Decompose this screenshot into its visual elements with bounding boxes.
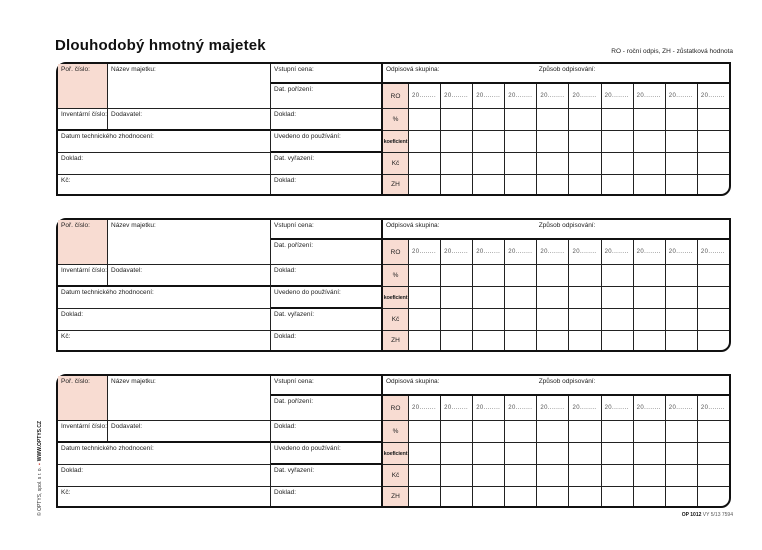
value-cell [409, 153, 441, 174]
value-cell [569, 487, 601, 506]
value-cell [634, 131, 666, 152]
value-cell [698, 487, 729, 506]
year-header-cell: 20........ [634, 84, 666, 108]
blocks-container [56, 62, 731, 508]
value-cell [698, 265, 729, 286]
depreciation-section [383, 376, 729, 506]
value-cell [602, 331, 634, 350]
year-header-cell: 20........ [569, 84, 601, 108]
document-field: Doklad: [58, 309, 270, 331]
value-cell [409, 443, 441, 464]
value-cell [505, 287, 537, 308]
value-cell [505, 421, 537, 442]
document-field: Doklad: [274, 333, 297, 340]
value-cell [473, 109, 505, 130]
value-cell [634, 109, 666, 130]
value-cell [666, 153, 698, 174]
value-cell [537, 109, 569, 130]
value-cell [537, 309, 569, 330]
value-cell [634, 287, 666, 308]
depreciation-header-row [383, 376, 729, 396]
value-cell [441, 265, 473, 286]
year-header-cell: 20........ [505, 240, 537, 264]
depreciation-grid-row [383, 487, 729, 506]
form-title: Dlouhodobý hmotný majetek [55, 37, 266, 54]
value-cell [473, 153, 505, 174]
inventory-number-field: Inventární číslo: [58, 265, 108, 285]
year-header-cell: 20........ [634, 240, 666, 264]
grid-row-label: % [383, 421, 409, 442]
value-cell [505, 153, 537, 174]
dates-section [271, 64, 383, 194]
depreciation-grid-row [383, 396, 729, 421]
publisher-website: WWW.OPTYS.CZ [37, 420, 43, 462]
asset-name-row [58, 220, 270, 265]
value-cell [409, 109, 441, 130]
year-header-cell: 20........ [441, 396, 473, 420]
value-cell [634, 443, 666, 464]
value-cell [505, 487, 537, 506]
value-cell [602, 265, 634, 286]
value-cell [666, 265, 698, 286]
value-cell [602, 287, 634, 308]
value-cell [569, 443, 601, 464]
value-cell [473, 487, 505, 506]
tech-improvement-date-field: Datum technického zhodnocení: [58, 131, 270, 153]
depreciation-section [383, 64, 729, 194]
depreciation-group-field: Odpisová skupina: [386, 222, 440, 229]
year-header-cell: 20........ [602, 396, 634, 420]
value-cell [473, 287, 505, 308]
value-cell [441, 175, 473, 194]
grid-row-label: koeficient [383, 287, 409, 308]
asset-name-field: Název majetku: [111, 378, 156, 385]
depreciation-method-field: Způsob odpisování: [538, 66, 596, 73]
grid-row-label: RO [383, 396, 409, 420]
asset-name-row [58, 376, 270, 421]
put-into-use-field: Uvedeno do používání: [271, 443, 381, 465]
item-number-field: Poř. číslo: [58, 220, 108, 264]
value-cell [409, 309, 441, 330]
depreciation-grid-row [383, 443, 729, 465]
value-cell [602, 131, 634, 152]
form-code: OP 1012 [681, 512, 702, 518]
depreciation-grid-row [383, 331, 729, 350]
value-cell [602, 443, 634, 464]
depreciation-grid-row [383, 84, 729, 109]
value-cell [505, 465, 537, 486]
year-header-cell: 20........ [700, 249, 725, 255]
value-cell [666, 287, 698, 308]
grid-row-label: ZH [383, 175, 409, 194]
value-cell [505, 331, 537, 350]
depreciation-grid [383, 84, 729, 194]
value-cell [666, 331, 698, 350]
value-cell [634, 331, 666, 350]
year-header-cell: 20........ [602, 84, 634, 108]
value-cell [409, 265, 441, 286]
grid-row-label: RO [383, 84, 409, 108]
depreciation-group-field: Odpisová skupina: [386, 66, 440, 73]
year-header-cell: 20........ [537, 396, 569, 420]
depreciation-header-row [383, 64, 729, 84]
value-cell [602, 421, 634, 442]
year-header-cell: 20........ [700, 93, 725, 99]
inventory-supplier-row [58, 421, 270, 443]
year-header-cell: 20........ [409, 84, 441, 108]
value-cell [602, 309, 634, 330]
year-header-cell: 20........ [666, 240, 698, 264]
value-cell [473, 331, 505, 350]
value-cell [505, 109, 537, 130]
value-cell [441, 443, 473, 464]
value-cell [666, 487, 698, 506]
asset-name-row [58, 64, 270, 109]
value-cell [698, 443, 729, 464]
value-cell [666, 131, 698, 152]
depreciation-grid-row [383, 240, 729, 265]
entry-price-field: Vstupní cena: [271, 376, 381, 396]
value-cell [634, 175, 666, 194]
acquisition-date-field: Dat. pořízení: [271, 396, 381, 421]
value-cell [569, 287, 601, 308]
grid-row-label: Kč [383, 309, 409, 330]
value-cell [537, 487, 569, 506]
depreciation-grid-row [383, 265, 729, 287]
value-cell [569, 331, 601, 350]
entry-price-field: Vstupní cena: [271, 64, 381, 84]
year-header-cell: 20........ [569, 396, 601, 420]
value-cell [537, 153, 569, 174]
acquisition-date-field: Dat. pořízení: [271, 84, 381, 109]
value-cell [634, 465, 666, 486]
value-cell [537, 421, 569, 442]
value-cell [666, 421, 698, 442]
abbreviation-legend: RO - roční odpis, ZH - zůstatková hodnota [611, 48, 733, 55]
value-cell [602, 465, 634, 486]
grid-row-label: koeficient [383, 131, 409, 152]
value-cell [698, 465, 729, 486]
grid-row-label: % [383, 109, 409, 130]
value-cell [505, 175, 537, 194]
year-header-cell: 20........ [537, 84, 569, 108]
amount-czk-field: Kč: [61, 333, 71, 340]
document-field: Doklad: [271, 265, 381, 287]
year-header-cell: 20........ [473, 84, 505, 108]
document-field: Doklad: [58, 153, 270, 175]
value-cell [409, 331, 441, 350]
asset-record-block [56, 218, 731, 352]
year-header-cell: 20........ [634, 396, 666, 420]
value-cell [634, 265, 666, 286]
year-header-cell: 20........ [666, 84, 698, 108]
value-cell [569, 421, 601, 442]
depreciation-header-row [383, 220, 729, 240]
value-cell [569, 175, 601, 194]
value-cell [473, 421, 505, 442]
inventory-supplier-row [58, 265, 270, 287]
value-cell [569, 465, 601, 486]
value-cell [569, 265, 601, 286]
value-cell [698, 175, 729, 194]
print-info: VY 5/13 7594 [702, 512, 733, 518]
document-field: Doklad: [271, 109, 381, 131]
depreciation-grid-row [383, 153, 729, 175]
value-cell [409, 175, 441, 194]
value-cell [698, 131, 729, 152]
value-cell [409, 287, 441, 308]
year-header-cell: 20........ [700, 405, 725, 411]
depreciation-grid-row [383, 421, 729, 443]
value-cell [473, 465, 505, 486]
value-cell [473, 131, 505, 152]
inventory-number-field: Inventární číslo: [58, 109, 108, 129]
grid-row-label: Kč [383, 153, 409, 174]
grid-row-label: ZH [383, 331, 409, 350]
document-field: Doklad: [274, 177, 297, 184]
year-header-cell: 20........ [505, 396, 537, 420]
value-cell [537, 131, 569, 152]
value-cell [537, 265, 569, 286]
depreciation-grid-row [383, 109, 729, 131]
value-cell [505, 443, 537, 464]
put-into-use-field: Uvedeno do používání: [271, 287, 381, 309]
value-cell [409, 131, 441, 152]
value-cell [602, 109, 634, 130]
value-cell [441, 331, 473, 350]
amount-czk-field: Kč: [61, 177, 71, 184]
value-cell [666, 443, 698, 464]
value-cell [409, 487, 441, 506]
supplier-field: Dodavatel: [111, 423, 143, 430]
value-cell [537, 331, 569, 350]
value-cell [634, 153, 666, 174]
value-cell [569, 153, 601, 174]
value-cell [602, 175, 634, 194]
document-field: Doklad: [271, 421, 381, 443]
supplier-field: Dodavatel: [111, 111, 143, 118]
year-header-cell: 20........ [666, 396, 698, 420]
depreciation-section [383, 220, 729, 350]
year-header-cell: 20........ [537, 240, 569, 264]
put-into-use-field: Uvedeno do používání: [271, 131, 381, 153]
value-cell [409, 421, 441, 442]
depreciation-grid-row [383, 175, 729, 194]
value-cell [666, 465, 698, 486]
depreciation-grid [383, 240, 729, 350]
red-square-separator: ▪ [37, 463, 43, 466]
tech-improvement-date-field: Datum technického zhodnocení: [58, 443, 270, 465]
grid-row-label: % [383, 265, 409, 286]
value-cell [698, 153, 729, 174]
value-cell [537, 287, 569, 308]
grid-row-label: koeficient [383, 443, 409, 464]
value-cell [441, 465, 473, 486]
year-header-cell: 20........ [602, 240, 634, 264]
value-cell [441, 421, 473, 442]
year-header-cell: 20........ [473, 240, 505, 264]
value-cell [698, 331, 729, 350]
year-header-cell: 20........ [441, 84, 473, 108]
year-header-cell: 20........ [505, 84, 537, 108]
dates-section [271, 220, 383, 350]
depreciation-grid [383, 396, 729, 506]
value-cell [473, 443, 505, 464]
value-cell [666, 109, 698, 130]
value-cell [441, 131, 473, 152]
depreciation-grid-row [383, 309, 729, 331]
inventory-supplier-row [58, 109, 270, 131]
item-number-field: Poř. číslo: [58, 376, 108, 420]
value-cell [441, 287, 473, 308]
value-cell [634, 487, 666, 506]
value-cell [505, 265, 537, 286]
disposal-date-field: Dat. vyřazení: [271, 153, 381, 175]
value-cell [698, 421, 729, 442]
value-cell [602, 487, 634, 506]
item-number-field: Poř. číslo: [58, 64, 108, 108]
depreciation-grid-row [383, 465, 729, 487]
value-cell [473, 175, 505, 194]
value-cell [409, 465, 441, 486]
grid-row-label: ZH [383, 487, 409, 506]
form-code-footer [682, 512, 733, 518]
depreciation-method-field: Způsob odpisování: [538, 378, 596, 385]
publisher-imprint [37, 421, 43, 516]
entry-price-field: Vstupní cena: [271, 220, 381, 240]
asset-record-block [56, 62, 731, 196]
value-cell [505, 309, 537, 330]
amount-czk-field: Kč: [61, 489, 71, 496]
supplier-field: Dodavatel: [111, 267, 143, 274]
acquisition-date-field: Dat. pořízení: [271, 240, 381, 265]
document-field: Doklad: [274, 489, 297, 496]
tech-improvement-date-field: Datum technického zhodnocení: [58, 287, 270, 309]
publisher-name: © OPTYS, spol. s r. o. [37, 467, 43, 516]
asset-name-field: Název majetku: [111, 66, 156, 73]
value-cell [569, 109, 601, 130]
value-cell [666, 175, 698, 194]
value-cell [634, 309, 666, 330]
value-cell [537, 465, 569, 486]
year-header-cell: 20........ [473, 396, 505, 420]
asset-identification-section [58, 376, 271, 506]
depreciation-method-field: Způsob odpisování: [538, 222, 596, 229]
value-cell [537, 175, 569, 194]
depreciation-group-field: Odpisová skupina: [386, 378, 440, 385]
value-cell [441, 487, 473, 506]
inventory-number-field: Inventární číslo: [58, 421, 108, 441]
grid-row-label: RO [383, 240, 409, 264]
asset-identification-section [58, 220, 271, 350]
asset-identification-section [58, 64, 271, 194]
value-cell [473, 309, 505, 330]
value-cell [698, 309, 729, 330]
year-header-cell: 20........ [441, 240, 473, 264]
year-header-cell: 20........ [409, 240, 441, 264]
value-cell [537, 443, 569, 464]
disposal-date-field: Dat. vyřazení: [271, 465, 381, 487]
year-header-cell: 20........ [409, 396, 441, 420]
asset-record-block [56, 374, 731, 508]
depreciation-grid-row [383, 287, 729, 309]
value-cell [666, 309, 698, 330]
value-cell [441, 109, 473, 130]
disposal-date-field: Dat. vyřazení: [271, 309, 381, 331]
year-header-cell: 20........ [569, 240, 601, 264]
asset-name-field: Název majetku: [111, 222, 156, 229]
depreciation-grid-row [383, 131, 729, 153]
document-field: Doklad: [58, 465, 270, 487]
value-cell [505, 131, 537, 152]
value-cell [602, 153, 634, 174]
grid-row-label: Kč [383, 465, 409, 486]
value-cell [441, 309, 473, 330]
value-cell [634, 421, 666, 442]
dates-section [271, 376, 383, 506]
value-cell [698, 109, 729, 130]
value-cell [698, 287, 729, 308]
value-cell [569, 309, 601, 330]
value-cell [473, 265, 505, 286]
value-cell [569, 131, 601, 152]
value-cell [441, 153, 473, 174]
